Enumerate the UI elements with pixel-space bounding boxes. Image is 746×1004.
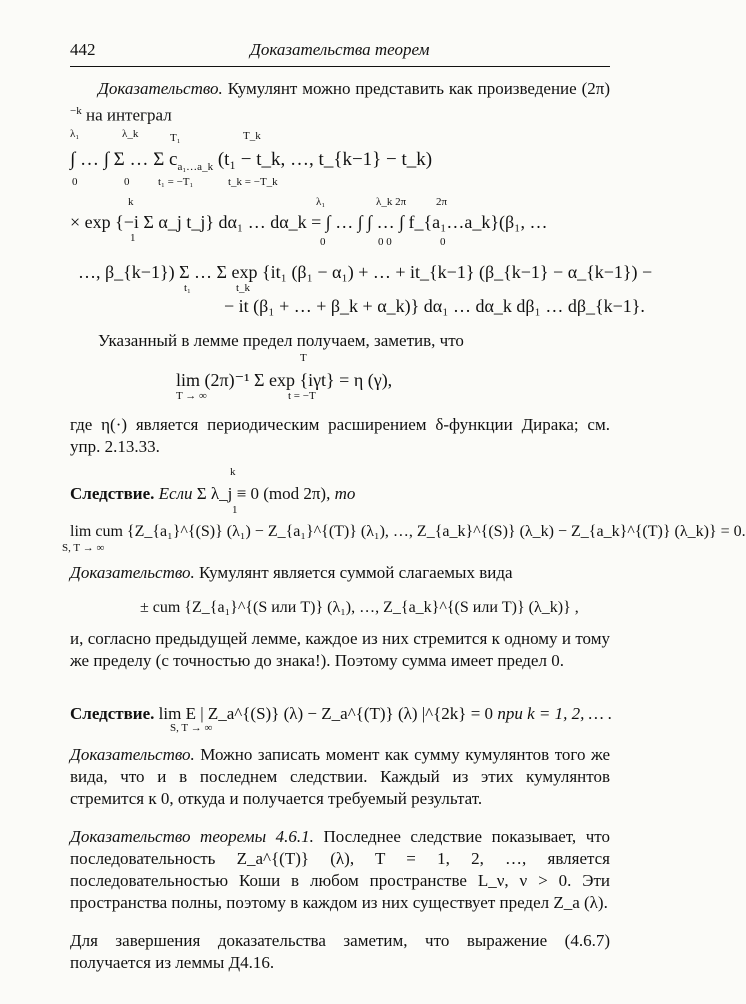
proof-theorem-paragraph xyxy=(70,826,610,914)
limit-0c: 0 xyxy=(320,236,326,248)
exponent: −k xyxy=(70,105,82,117)
proof-paragraph-3 xyxy=(70,744,610,810)
corollary-label: Следствие. xyxy=(70,484,155,503)
proof-lead: Доказательство. xyxy=(70,563,195,582)
paragraph-limit-intro: Указанный в лемме предел получаем, заметив, что xyxy=(98,331,464,350)
limit-lambda1: λ₁ xyxy=(70,128,80,140)
page-number: 442 xyxy=(70,40,96,59)
limit-T1: T₁ xyxy=(170,132,181,144)
limit-0d: 0 0 xyxy=(378,236,392,248)
eq1-line1 xyxy=(70,150,432,177)
proof-tail: на интеграл xyxy=(85,105,172,125)
corollary-then: то xyxy=(334,484,356,503)
eq1-line3: …, β_{k−1}) Σ … Σ exp {it₁ (β₁ − α₁) + … + it_{k−1} (β_{k−1} − α_{k−1}) − xyxy=(78,262,653,282)
proof-text: Кумулянт является суммой слагаемых вида xyxy=(199,563,513,582)
limit-lambdak: λ_k xyxy=(122,128,139,140)
limit-t1-b: t₁ xyxy=(184,282,191,294)
corollary-1-statement xyxy=(70,484,355,504)
eq1-line1-sub: a₁…a_k xyxy=(177,160,214,173)
paragraph-lemma-limit: и, согласно предыдущей лемме, каждое из них стремится к одному и тому же пределу (с точностью до знака!). Поэтому сумма имеет предел 0. xyxy=(70,629,610,670)
sum-bottom: t = −T xyxy=(288,390,316,402)
proof-lead: Доказательство теоремы 4.6.1. xyxy=(70,827,314,846)
limit-0a: 0 xyxy=(72,176,78,188)
proof-paragraph-2 xyxy=(70,562,610,584)
limit-Tk: T_k xyxy=(243,130,261,142)
limit-under: T → ∞ xyxy=(176,390,207,402)
proof-lead: Доказательство. xyxy=(70,745,195,764)
limit-0e: 0 xyxy=(440,236,446,248)
limit-t1: t₁ = −T₁ xyxy=(158,176,194,188)
sum-top-T: T xyxy=(300,352,307,364)
eq1-line1-main: ∫ … ∫ Σ … Σ c xyxy=(70,149,178,170)
limit-k: k xyxy=(128,196,134,208)
proof-text: Кумулянт можно представить как произведение (2π) xyxy=(227,79,611,98)
corollary-sum: Σ λ_j ≡ 0 (mod 2π), xyxy=(196,484,331,503)
limit-0b: 0 xyxy=(124,176,130,188)
cor1-sum-bot: 1 xyxy=(232,504,238,516)
proof-text: Можно записать момент как сумму кумулянтов того же вида, что и в последнем следствии. Каждый из этих кумулянтов стремится к 0, откуда и получается требуемый результат. xyxy=(70,745,611,808)
eq1-line1-args: (t₁ − t_k, …, t_{k−1} − t_k) xyxy=(217,149,433,170)
paragraph-dirac: где η(·) является периодическим расширением δ-функции Дирака; см. упр. 2.13.33. xyxy=(70,415,610,456)
proof-lead: Доказательство. xyxy=(98,79,223,98)
cor1-sum-top: k xyxy=(230,466,236,478)
limit-equation: lim (2π)⁻¹ Σ exp {iγt} = η (γ), xyxy=(176,370,393,390)
limit-lambda1-b: λ₁ xyxy=(316,196,326,208)
corollary-2-statement xyxy=(70,704,612,724)
limit-lambdak-2pi: λ_k 2π xyxy=(376,196,407,208)
eq1-line2: × exp {−i Σ α_j t_j} dα₁ … dα_k = ∫ … ∫ ∫ … ∫ f_{a₁…a_k}(β₁, … xyxy=(70,212,548,232)
closing-paragraph: Для завершения доказательства заметим, что выражение (4.6.7) получается из леммы Д4.16. xyxy=(70,931,610,972)
limit-tk-b: t_k xyxy=(236,282,251,294)
corollary-cond: Если xyxy=(158,484,193,503)
corollary-label: Следствие. xyxy=(70,704,155,723)
header-rule xyxy=(70,66,610,67)
corollary-2-under: S, T → ∞ xyxy=(170,722,213,734)
limit-tk: t_k = −T_k xyxy=(228,176,278,188)
proof-paragraph-1 xyxy=(70,78,610,127)
corollary-1-under: S, T → ∞ xyxy=(62,542,105,554)
corollary-tail: при k = 1, 2, … . xyxy=(497,704,613,723)
limit-1: 1 xyxy=(130,232,136,244)
proof-text: Последнее следствие показывает, что последовательность Z_a^{(T)} (λ), T = 1, 2, …, является последовательностью Коши в любом пространстве L_ν, ν > 0. Эти пространства полны, поэтому в каждом из них существует предел Z_a (λ). xyxy=(70,827,610,912)
corollary-formula: lim E | Z_a^{(S)} (λ) − Z_a^{(T)} (λ) |^{2k} = 0 xyxy=(158,704,494,723)
cumulant-sum-term: ± cum {Z_{a₁}^{(S или T)} (λ₁), …, Z_{a_k}^{(S или T)} (λ_k)} , xyxy=(140,599,579,616)
limit-2pi: 2π xyxy=(436,196,448,208)
running-title: Доказательства теорем xyxy=(250,40,430,59)
eq1-line4: − it (β₁ + … + β_k + α_k)} dα₁ … dα_k dβ₁ … dβ_{k−1}. xyxy=(224,296,645,316)
corollary-1-limit: lim cum {Z_{a₁}^{(S)} (λ₁) − Z_{a₁}^{(T)} (λ₁), …, Z_{a_k}^{(S)} (λ_k) − Z_{a_k}^{(T)} (λ_k)} = 0. xyxy=(70,523,746,540)
